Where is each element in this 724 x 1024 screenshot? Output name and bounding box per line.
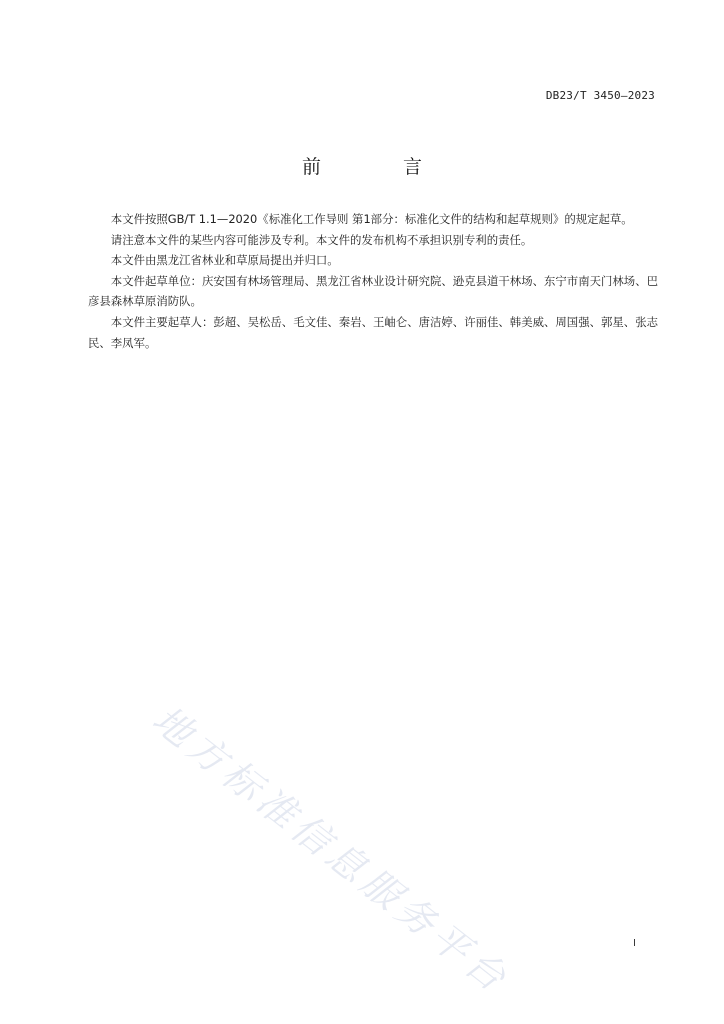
foreword-body	[88, 209, 658, 353]
paragraph-patent-notice: 请注意本文件的某些内容可能涉及专利。本文件的发布机构不承担识别专利的责任。	[110, 232, 533, 247]
paragraph-drafters: 本文件主要起草人：彭超、吴松岳、毛文佳、秦岩、王岫仑、唐洁婷、许丽佳、韩美威、周国强、郭星、张志民、李凤军。	[88, 314, 658, 350]
document-code: DB23/T 3450—2023	[545, 89, 655, 102]
paragraph-drafting-units: 本文件起草单位：庆安国有林场管理局、黑龙江省林业设计研究院、逊克县道干林场、东宁市南天门林场、巴彦县森林草原消防队。	[88, 273, 658, 309]
page-number: I	[633, 938, 636, 949]
watermark: 地方标准信息服务平台	[144, 697, 519, 1003]
page-title: 前 言	[301, 156, 461, 178]
paragraph-proposer: 本文件由黑龙江省林业和草原局提出并归口。	[110, 253, 339, 268]
paragraph-drafting-rules: 本文件按照GB/T 1.1—2020《标准化工作导则 第1部分：标准化文件的结构和起草规则》的规定起草。	[110, 212, 633, 226]
